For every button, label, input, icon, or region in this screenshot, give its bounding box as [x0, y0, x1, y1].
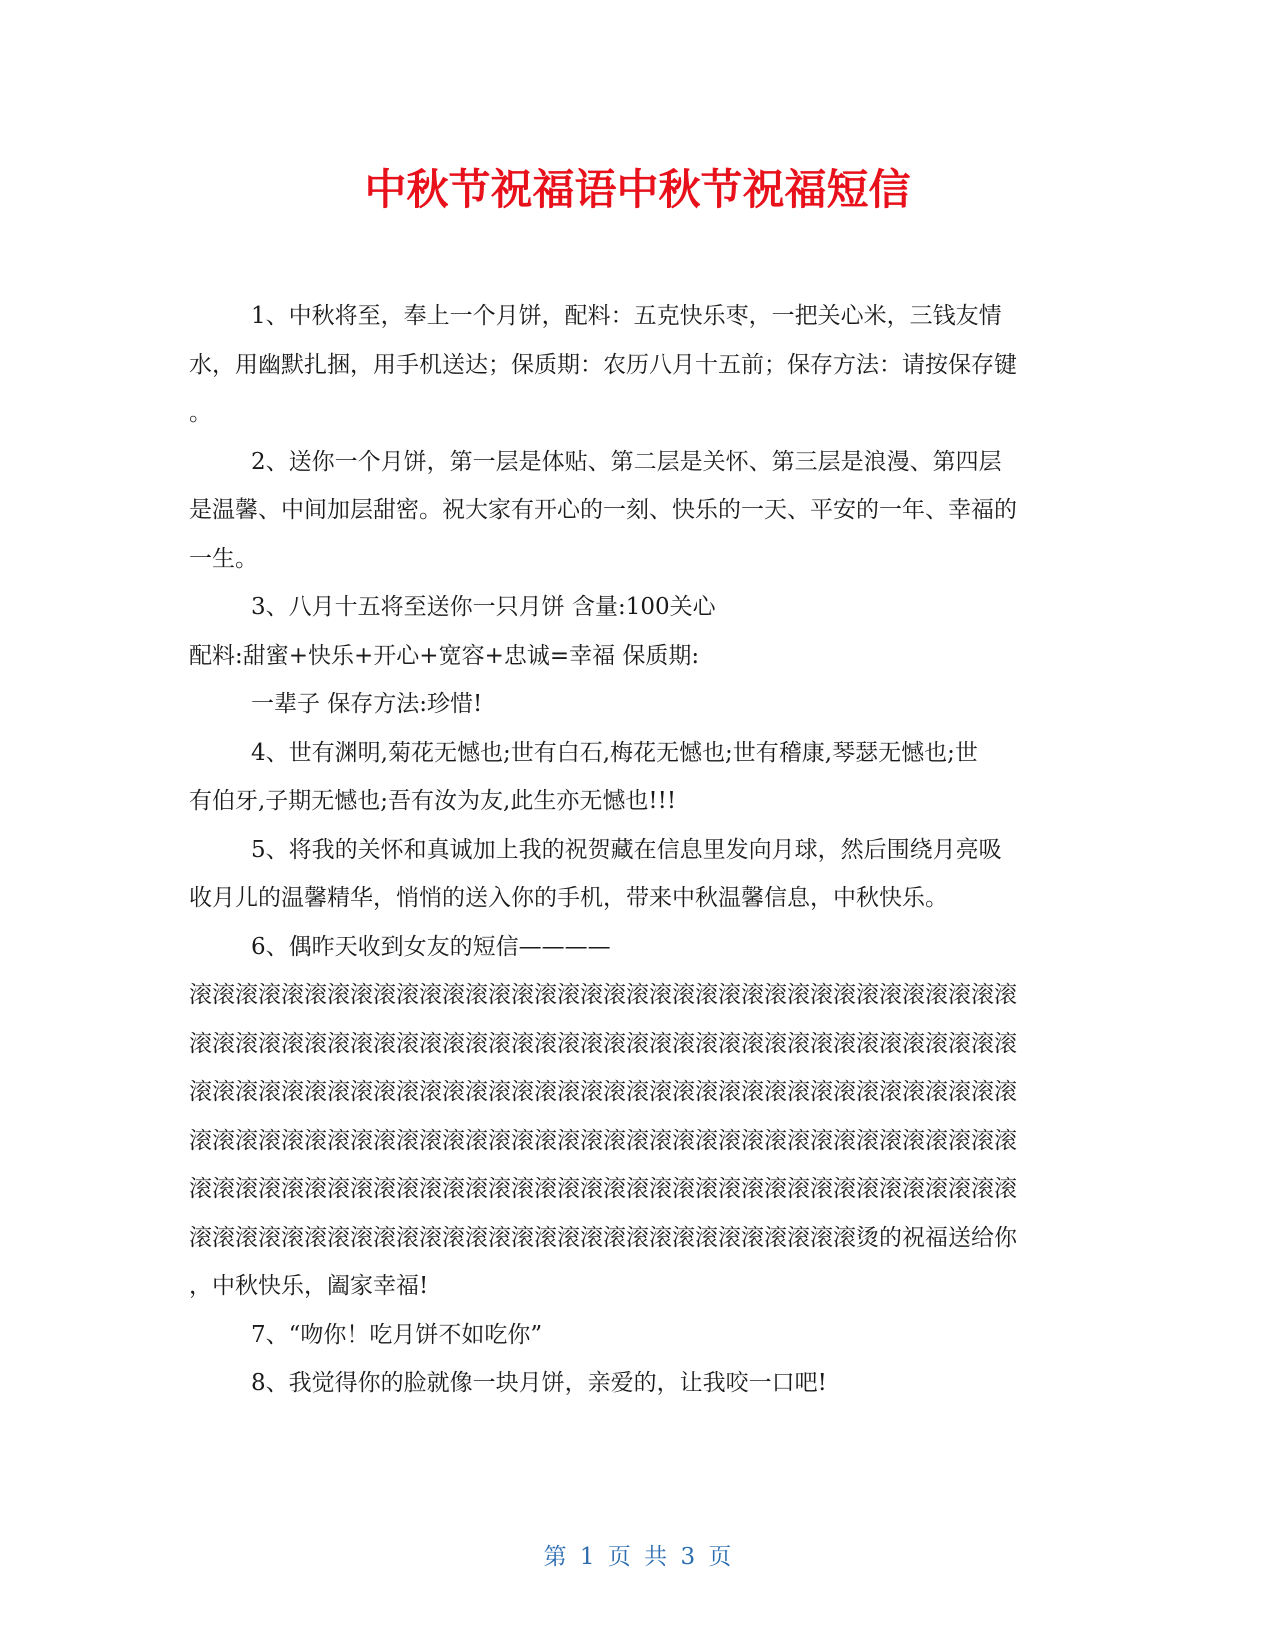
text-line: 一辈子 保存方法:珍惜!	[251, 691, 483, 717]
text-line: 一生。	[189, 545, 258, 572]
text-line: 1、中秋将至，奉上一个月饼，配料：五克快乐枣，一把关心米，三钱友情	[251, 303, 1002, 329]
text-line: 滚滚滚滚滚滚滚滚滚滚滚滚滚滚滚滚滚滚滚滚滚滚滚滚滚滚滚滚滚滚滚滚滚滚滚滚	[189, 982, 1017, 1008]
text-line: 7、“吻你！吃月饼不如吃你”	[251, 1321, 543, 1348]
document-body	[189, 292, 1089, 1408]
text-line: 滚滚滚滚滚滚滚滚滚滚滚滚滚滚滚滚滚滚滚滚滚滚滚滚滚滚滚滚滚滚滚滚滚滚滚滚	[189, 1079, 1017, 1105]
text-line: 是温馨、中间加层甜密。祝大家有开心的一刻、快乐的一天、平安的一年、幸福的	[189, 497, 1017, 523]
text-line: 4、世有渊明,菊花无憾也;世有白石,梅花无憾也;世有稽康,琴瑟无憾也;世	[251, 739, 978, 766]
text-line: 5、将我的关怀和真诚加上我的祝贺藏在信息里发向月球，然后围绕月亮吸	[251, 836, 1002, 863]
text-line: 6、偶昨天收到女友的短信————	[251, 933, 611, 960]
page-number-footer: 第 1 页 共 3 页	[543, 1544, 732, 1570]
text-line: 水，用幽默扎捆，用手机送达；保质期：农历八月十五前；保存方法：请按保存键	[189, 351, 1017, 378]
text-line: 有伯牙,子期无憾也;吾有汝为友,此生亦无憾也!!!	[189, 788, 677, 814]
text-line: 滚滚滚滚滚滚滚滚滚滚滚滚滚滚滚滚滚滚滚滚滚滚滚滚滚滚滚滚滚滚滚滚滚滚滚滚	[189, 1176, 1017, 1202]
text-line: 2、送你一个月饼，第一层是体贴、第二层是关怀、第三层是浪漫、第四层	[251, 448, 1002, 475]
text-line: 滚滚滚滚滚滚滚滚滚滚滚滚滚滚滚滚滚滚滚滚滚滚滚滚滚滚滚滚滚滚滚滚滚滚滚滚	[189, 1127, 1017, 1154]
text-line: 。	[189, 400, 212, 426]
text-line: 收月儿的温馨精华，悄悄的送入你的手机，带来中秋温馨信息，中秋快乐。	[189, 885, 948, 911]
text-line: 配料:甜蜜+快乐+开心+宽容+忠诚=幸福 保质期:	[189, 642, 700, 669]
text-line: 3、八月十五将至送你一只月饼 含量:100关心	[251, 594, 716, 620]
document-title: 中秋节祝福语中秋节祝福短信	[364, 165, 911, 214]
text-line: 8、我觉得你的脸就像一块月饼，亲爱的，让我咬一口吧!	[251, 1370, 827, 1396]
text-line: ，中秋快乐，阖家幸福!	[189, 1273, 429, 1299]
text-line: 滚滚滚滚滚滚滚滚滚滚滚滚滚滚滚滚滚滚滚滚滚滚滚滚滚滚滚滚滚烫的祝福送给你	[189, 1224, 1017, 1251]
text-line: 滚滚滚滚滚滚滚滚滚滚滚滚滚滚滚滚滚滚滚滚滚滚滚滚滚滚滚滚滚滚滚滚滚滚滚滚	[189, 1030, 1017, 1057]
